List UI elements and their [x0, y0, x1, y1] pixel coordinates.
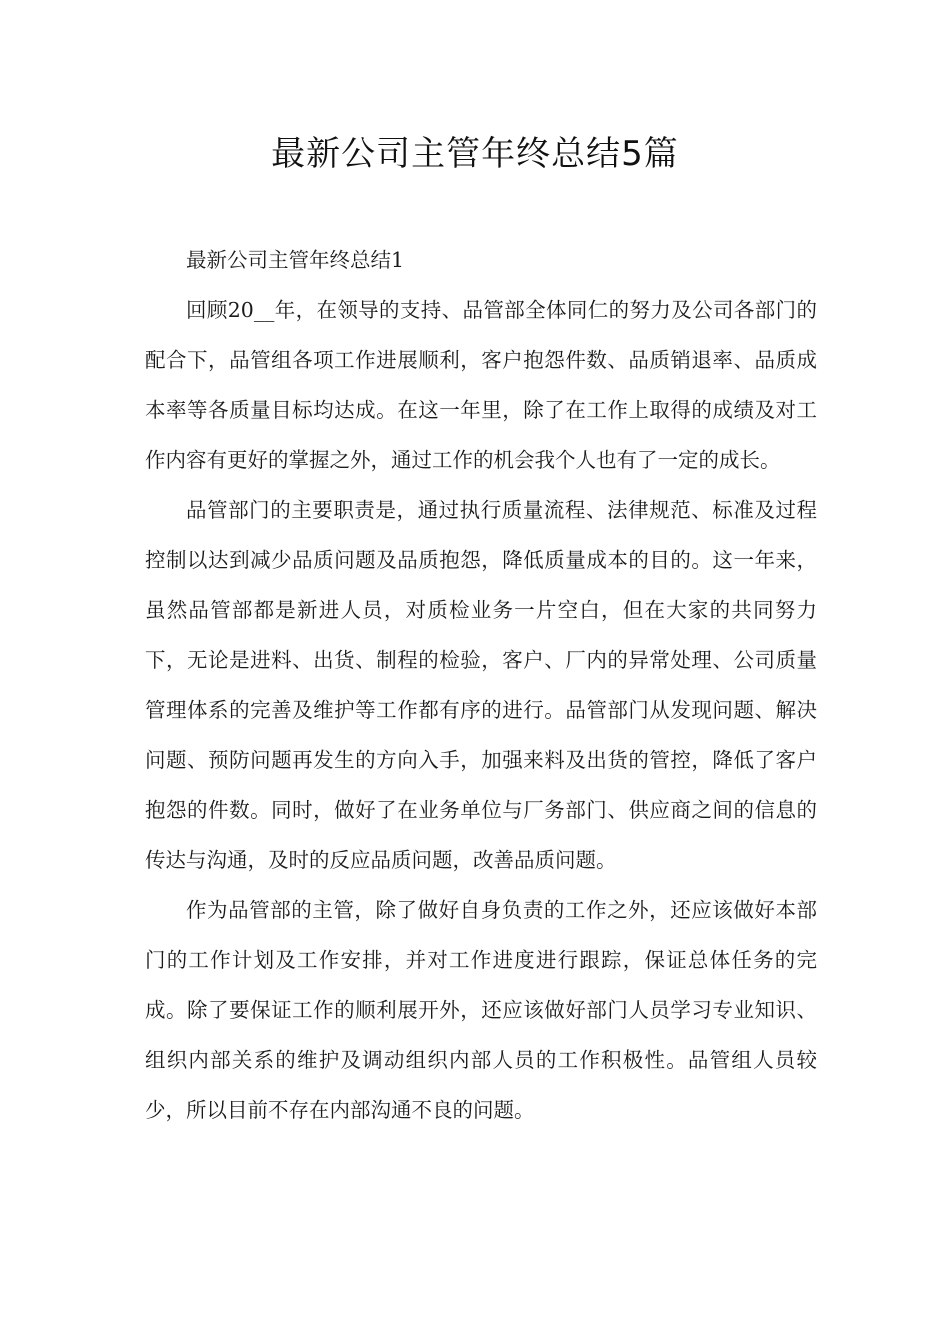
paragraph: 作为品管部的主管，除了做好自身负责的工作之外，还应该做好本部门的工作计划及工作安排，并对工作进度进行跟踪，保证总体任务的完成。除了要保证工作的顺利展开外，还应该做好部门人员学习专业知识、组织内部关系的维护及调动组织内部人员的工作积极性。品管组人员较少，所以目前不存在内部沟通不良的问题。: [145, 898, 817, 1122]
section-heading: 最新公司主管年终总结1: [186, 248, 405, 272]
paragraph: 回顾20__年，在领导的支持、品管部全体同仁的努力及公司各部门的配合下，品管组各项工作进展顺利，客户抱怨件数、品质销退率、品质成本率等各质量目标均达成。在这一年里，除了在工作上取得的成绩及对工作内容有更好的掌握之外，通过工作的机会我个人也有了一定的成长。: [145, 298, 817, 472]
paragraph: 品管部门的主要职责是，通过执行质量流程、法律规范、标准及过程控制以达到减少品质问题及品质抱怨，降低质量成本的目的。这一年来，虽然品管部都是新进人员，对质检业务一片空白，但在大家的共同努力下，无论是进料、出货、制程的检验，客户、厂内的异常处理、公司质量管理体系的完善及维护等工作都有序的进行。品管部门从发现问题、解决问题、预防问题再发生的方向入手，加强来料及出货的管控，降低了客户抱怨的件数。同时，做好了在业务单位与厂务部门、供应商之间的信息的传达与沟通，及时的反应品质问题，改善品质问题。: [145, 498, 817, 872]
document-body: [145, 235, 817, 1135]
document-title: 最新公司主管年终总结5篇: [271, 134, 679, 174]
